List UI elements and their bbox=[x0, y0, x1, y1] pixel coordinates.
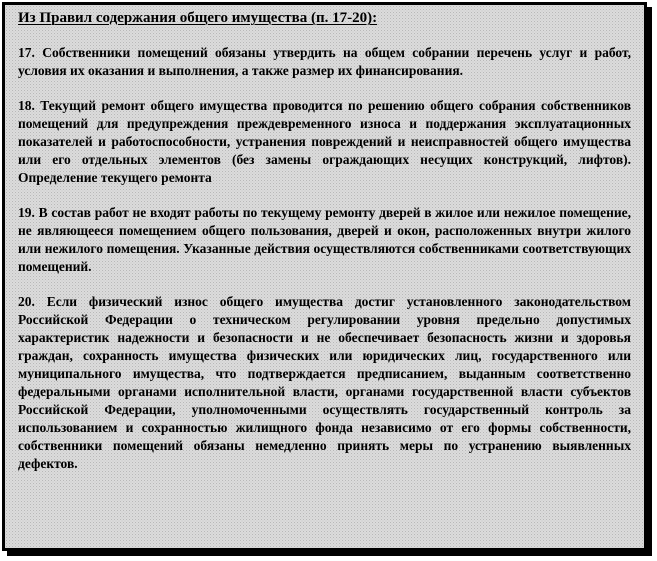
document-title: Из Правил содержания общего имущества (п. 17-20): bbox=[18, 10, 378, 26]
paragraph-17: 17. Собственники помещений обязаны утвердить на общем собрании перечень услуг и работ, условия их оказания и выполнения, а также размер их финансирования. bbox=[18, 45, 631, 78]
text-box bbox=[2, 2, 647, 551]
paragraph-18: 18. Текущий ремонт общего имущества проводится по решению общего собрания собственников помещений для предупреждения преждевременного износа и поддержания эксплуатационных показателей и работоспособности, устранения повреждений и неисправностей общего имущества или его отдельных элементов (без замены ограждающих несущих конструкций, лифтов). Определение текущего ремонта bbox=[18, 98, 631, 185]
paragraph-20: 20. Если физический износ общего имущества достиг установленного законодательством Российской Федерации о техническом регулировании уровня предельно допустимых характеристик надежности и безопасности и не обеспечивает безопасность жизни и здоровья граждан, сохранность имущества физических или юридических лиц, государственного или муниципального имущества, что подтверждается предписанием, выданным соответственно федеральными органами исполнительной власти, органами государственной власти субъектов Российской Федерации, уполномоченными осуществлять государственный контроль за использованием и сохранностью жилищного фонда независимо от его формы собственности, собственники помещений обязаны немедленно принять меры по устранению выявленных дефектов. bbox=[18, 294, 631, 471]
paragraph-19: 19. В состав работ не входят работы по текущему ремонту дверей в жилое или нежилое помещение, не являющееся помещением общего пользования, дверей и окон, расположенных внутри жилого или нежилого помещения. Указанные действия осуществляются собственниками соответствующих помещений. bbox=[18, 205, 631, 274]
